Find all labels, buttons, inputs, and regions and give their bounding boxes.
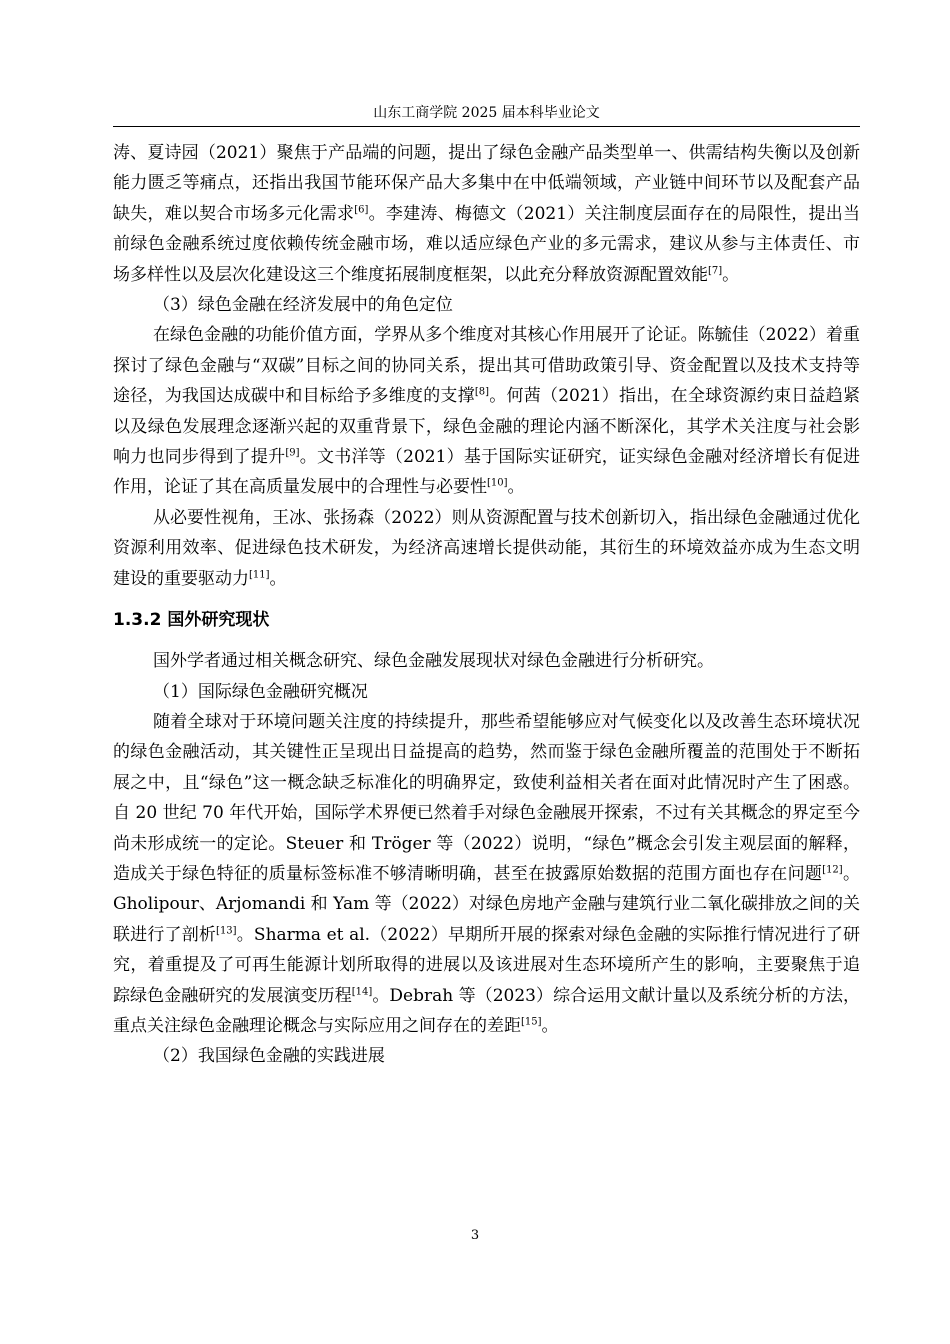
paragraph-role bbox=[113, 320, 860, 502]
paragraph-text: 。 bbox=[541, 1015, 559, 1036]
paragraph-intro: 国外学者通过相关概念研究、绿色金融发展现状对绿色金融进行分析研究。 bbox=[153, 651, 714, 672]
subsection-label-2: （2）我国绿色金融的实践进展 bbox=[153, 1046, 385, 1067]
paragraph-text: 。文书洋等（2021）基于国际实证研究，证实绿色金融对经济增长有促进作用，论证了其在高质量发展中的合理性与必要性 bbox=[113, 447, 861, 498]
subsection-label-3: （3）绿色金融在经济发展中的角色定位 bbox=[153, 295, 453, 316]
page-number: 3 bbox=[470, 1228, 480, 1243]
paragraph-text: 。Debrah 等（2023）综合运用文献计量以及系统分析的方法，重点关注绿色金融理论概念与实际应用之间存在的差距 bbox=[113, 985, 861, 1036]
paragraph-text: 。Gholipour、Arjomandi 和 Yam 等（2022）对绿色房地产金融与建筑行业二氧化碳排放之间的关联进行了剖析 bbox=[113, 863, 860, 945]
body-text bbox=[113, 138, 860, 1072]
citation-ref: [10] bbox=[487, 477, 508, 489]
paragraph-text: 。李建涛、梅德文（2021）关注制度层面存在的局限性，提出当前绿色金融系统过度依赖传统金融市场，难以适应绿色产业的多元需求，建议从参与主体责任、市场多样性以及层次化建设这三个维度拓展制度框架，以此充分释放资源配置效能 bbox=[113, 203, 860, 285]
subsection-label-1: （1）国际绿色金融研究概况 bbox=[153, 681, 368, 702]
citation-ref: [12] bbox=[822, 864, 843, 876]
paragraph-international bbox=[113, 707, 860, 1041]
paragraph-text: 涛、夏诗园（2021）聚焦于产品端的问题，提出了绿色金融产品类型单一、供需结构失衡以及创新能力匮乏等痛点，还指出我国节能环保产品大多集中在中低端领域，产业链中间环节以及配套产品缺失，难以契合市场多元化需求 bbox=[113, 143, 860, 224]
citation-ref: [8] bbox=[474, 386, 490, 398]
paragraph-text: 从必要性视角，王冰、张扬森（2022）则从资源配置与技术创新切入，指出绿色金融通过优化资源利用效率、促进绿色技术研发，为经济高速增长提供动能，其衍生的环境效益亦成为生态文明建设的重要驱动力 bbox=[113, 507, 860, 589]
citation-ref: [13] bbox=[216, 925, 237, 937]
page-header: 山东工商学院 2025 届本科毕业论文 bbox=[373, 105, 600, 121]
paragraph-text: 。 bbox=[722, 264, 740, 285]
citation-ref: [6] bbox=[354, 204, 369, 216]
paragraph-continuation bbox=[113, 138, 860, 290]
paragraph-text: 。何茜（2021）指出，在全球资源约束日益趋紧以及绿色发展理念逐渐兴起的双重背景下，绿色金融的理论内涵不断深化，其学术关注度与社会影响力也同步得到了提升 bbox=[113, 386, 861, 468]
citation-ref: [14] bbox=[351, 985, 373, 997]
paragraph-text: 随着全球对于环境问题关注度的持续提升，那些希望能够应对气候变化以及改善生态环境状况的绿色金融活动，其关键性正呈现出日益提高的趋势，然而鉴于绿色金融所覆盖的范围处于不断拓展之中，且“绿色”这一概念缺乏标准化的明确界定，致使利益相关者在面对此情况时产生了困惑。自 20 世纪 70 年代开始，国际学术界便已然着手对绿色金融展开探索，不过有关其概念的界定至今尚未形成统一的定论。Steuer 和 Tröger 等（2022）说明，“绿色”概念会引发主观层面的解释，造成关于绿色特征的质量标签标准不够清晰明确，甚至在披露原始数据的范围方面也存在问题 bbox=[113, 711, 860, 884]
header-rule bbox=[113, 126, 860, 127]
paragraph-text: 。 bbox=[507, 477, 525, 498]
citation-ref: [7] bbox=[708, 264, 723, 276]
paragraph-text: 。Sharma et al.（2022）早期所开展的探索对绿色金融的实际推行情况进行了研究，着重提及了可再生能源计划所取得的进展以及该进展对生态环境所产生的影响，主要聚焦于追踪绿色金融研究的发展演变历程 bbox=[113, 924, 860, 1006]
paragraph-text: 在绿色金融的功能价值方面，学界从多个维度对其核心作用展开了论证。陈毓佳（2022）着重探讨了绿色金融与“双碳”目标之间的协同关系，提出其可借助政策引导、资金配置以及技术支持等途径，为我国达成碳中和目标给予多维度的支撑 bbox=[113, 325, 860, 407]
paragraph-necessity bbox=[113, 503, 860, 594]
citation-ref: [9] bbox=[285, 447, 300, 459]
section-heading: 1.3.2 国外研究现状 bbox=[113, 610, 270, 631]
paragraph-text: 。 bbox=[269, 568, 287, 589]
citation-ref: [11] bbox=[249, 569, 270, 581]
citation-ref: [15] bbox=[521, 1016, 542, 1028]
